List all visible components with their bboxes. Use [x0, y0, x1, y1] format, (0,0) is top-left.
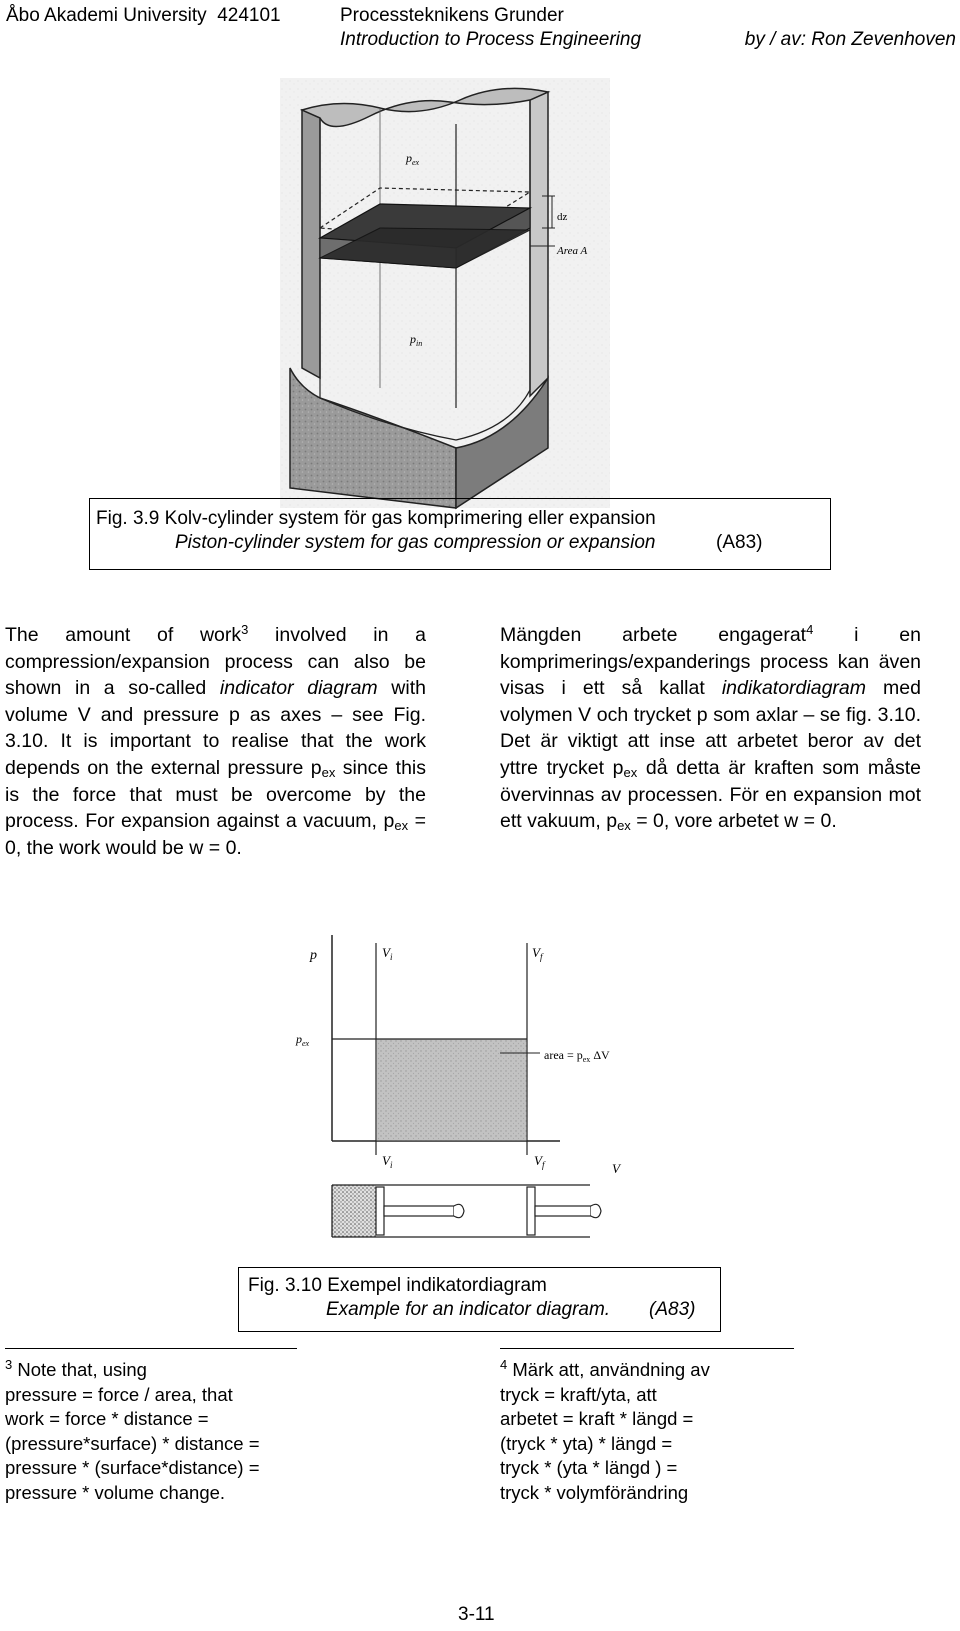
- figure-3-10-caption-en: Example for an indicator diagram.: [326, 1299, 611, 1320]
- footnote-sv-line: tryck * (yta * längd ) =: [500, 1457, 678, 1478]
- footnote-sv-line: tryck * volymförändring: [500, 1481, 689, 1503]
- pex-axis-label: $p_{ex}$: [296, 1032, 310, 1048]
- figure-3-10-caption-box: [238, 1267, 721, 1332]
- page-number: 3-11: [458, 1604, 495, 1625]
- figure-3-10-caption-ref: (A83): [649, 1299, 696, 1320]
- vf-bottom-label: $V_f$: [534, 1153, 545, 1170]
- footnote-en-line: pressure = force / area, that: [5, 1383, 233, 1405]
- vi-bottom-label: $V_i$: [382, 1153, 393, 1170]
- axis-p-label: p: [310, 948, 317, 963]
- paragraph-en: The amount of work$^3$ involved in a compression/expansion process can also be shown in a so-called indicator diagram with volume V and pressure p as axes – see Fig. 3.10. It is important to realise that the work depends on the external pressure $p_{ex}$ since this is the force that must be overcome by the process. For expansion against a vacuum, $p_{ex} = 0$, the work would be w = 0.: [5, 622, 427, 859]
- header-course-title-sv: Processteknikens Grunder: [340, 5, 564, 26]
- figure-3-9-caption-box: [89, 498, 831, 570]
- footnote-en: [5, 1358, 260, 1505]
- footnote-en-line: work = force * distance =: [5, 1408, 209, 1429]
- paragraph-sv: Mängden arbete engagerat$^4$ i en komprimerings/expanderings process kan även visas i ett så kallat indikatordiagram med volymen V och trycket p som axlar – se fig. 3.10. Det är viktigt att inse att arbetet beror av det yttre trycket $p_{ex}$ då detta är kraften som måste övervinnas av processen. För en expansion mot ett vakuum, $p_{ex} = 0$, vore arbetet w = 0.: [500, 622, 922, 834]
- figure-3-9-caption-en: Piston-cylinder system for gas compression or expansion: [175, 532, 656, 553]
- figure-3-9-caption-ref: (A83): [716, 532, 763, 553]
- footnote-en-line: $^3$ Note that, using: [5, 1357, 147, 1380]
- figure-3-10-caption-sv: Fig. 3.10 Exempel indikatordiagram: [248, 1275, 547, 1296]
- p-ex-label: $p_{ex}$: [406, 151, 420, 167]
- footnote-sv-line: $^4$ Märk att, användning av: [500, 1357, 710, 1380]
- header-course-title-en: Introduction to Process Engineering: [340, 29, 642, 50]
- footnote-en-line: (pressure*surface) * distance =: [5, 1432, 260, 1454]
- footnote-sv-line: tryck = kraft/yta, att: [500, 1383, 657, 1405]
- axis-v-label: V: [612, 1161, 620, 1176]
- vf-top-label: $V_f$: [532, 945, 543, 962]
- figure-3-9-caption-sv: Fig. 3.9 Kolv-cylinder system för gas komprimering eller expansion: [96, 508, 656, 529]
- p-in-label: $p_{in}$: [410, 332, 423, 348]
- area-a-label: Area A: [557, 245, 588, 257]
- dz-label: dz: [557, 211, 568, 223]
- footnote-sv-line: arbetet = kraft * längd =: [500, 1408, 694, 1429]
- footnote-en-line: pressure * volume change.: [5, 1481, 226, 1503]
- footnote-sv: [500, 1358, 710, 1505]
- footnote-separator-en: [5, 1348, 297, 1349]
- footnote-separator-sv: [500, 1348, 794, 1349]
- footnote-sv-line: (tryck * yta) * längd =: [500, 1432, 673, 1454]
- piston-cylinder-figure: [280, 78, 620, 518]
- vi-top-label: $V_i$: [382, 945, 393, 962]
- footnote-en-line: pressure * (surface*distance) =: [5, 1457, 260, 1478]
- header-author: by / av: Ron Zevenhoven: [744, 29, 956, 50]
- indicator-diagram-figure: [290, 935, 660, 1275]
- header-university: Åbo Akademi University 424101: [6, 5, 281, 26]
- area-formula-label: area = $p_{ex}$ ΔV: [544, 1048, 610, 1064]
